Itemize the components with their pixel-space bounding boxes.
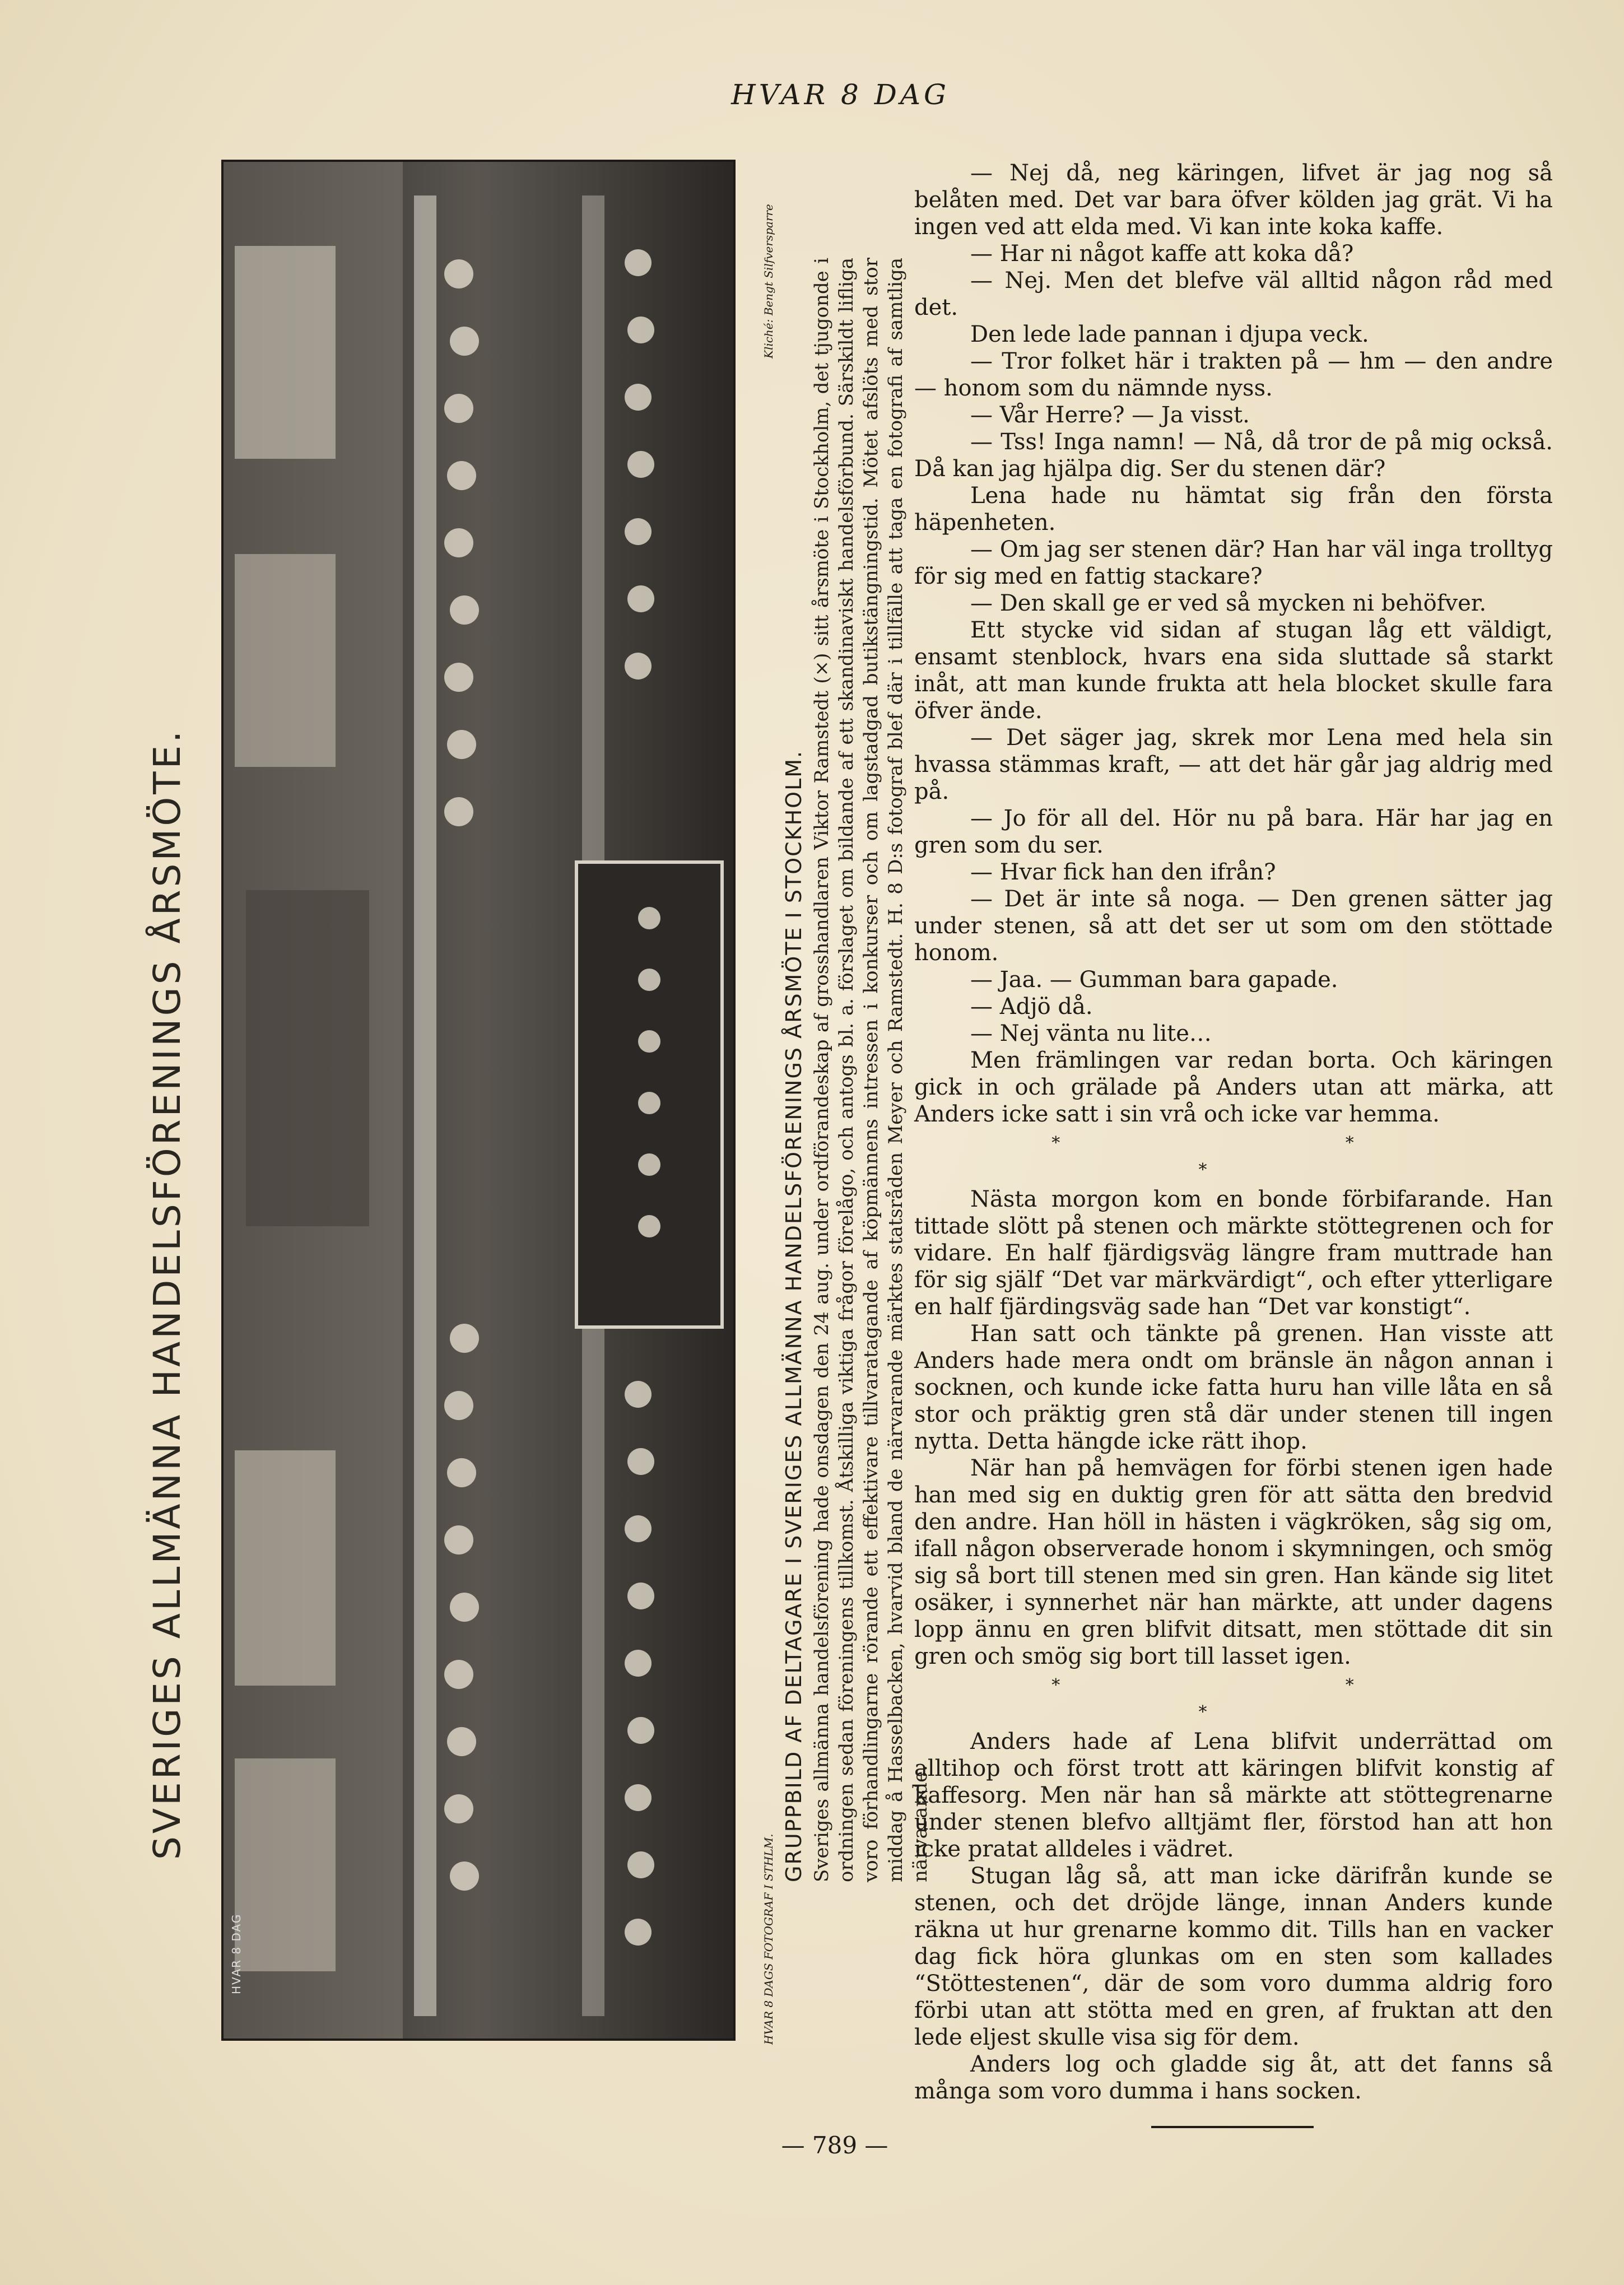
- photo-watermark: HVAR 8 DAG: [230, 1913, 243, 1994]
- story-paragraph: — Nej. Men det blefve väl alltid någon råd med det.: [914, 268, 1553, 320]
- story-paragraph: Han satt och tänkte på grenen. Han visste att Anders hade mera ondt om bränsle än någon annan i socknen, och kunde icke fatta huru han ville låta en så stor och präktig gren stå där under stenen till ingen nytta. Detta hängde icke rätt ihop.: [914, 1321, 1553, 1454]
- photo-source: HVAR 8 DAGS FOTOGRAF I STHLM.: [762, 1833, 775, 2045]
- story-paragraph: — Nej då, neg käringen, lifvet är jag nog så belåten med. Det var bara öfver kölden jag grät. Vi ha ingen ved att elda med. Vi kan inte koka kaffe.: [914, 160, 1553, 240]
- story-column: [914, 160, 1553, 2105]
- running-header: HVAR 8 DAG: [731, 78, 950, 111]
- story-paragraph: Nästa morgon kom en bonde förbifarande. Han tittade slött på stenen och märkte stöttegrenen och for vidare. En half fjärdigsväg längre fram muttrade han för sig själf “Det var märkvärdigt“, och efter ytterligare en half fjärdingsväg sade han “Det var konstigt“.: [914, 1186, 1553, 1320]
- story-paragraph: — Nej vänta nu lite…: [970, 1021, 1212, 1046]
- photo-credit: Kliché: Bengt Silfversparre: [762, 204, 775, 359]
- story-paragraph: Den lede lade pannan i djupa veck.: [970, 322, 1369, 347]
- story-paragraph: Men främlingen var redan borta. Och käringen gick in och grälade på Anders utan att märka, att Anders icke satt i sin vrå och icke var hemma.: [914, 1048, 1553, 1127]
- story-paragraph: — Jo för all del. Hör nu på bara. Här har jag en gren som du ser.: [914, 806, 1553, 858]
- story-paragraph: Anders log och gladde sig åt, att det fanns så många som voro dumma i hans socken.: [914, 2051, 1553, 2104]
- story-paragraph: Ett stycke vid sidan af stugan låg ett väldigt, ensamt stenblock, hvars ena sida sluttade så starkt inåt, att man kunde frukta att hela blocket skulle fara öfver ände.: [914, 617, 1553, 724]
- story-paragraph: När han på hemvägen for förbi stenen igen hade han med sig en duktig gren för att sätta den bredvid den andre. Han höll in hästen i vägkröken, såg sig om, ifall någon observerade honom i skymningen, och smög sig så bort till stenen med sin gren. Han kände sig litet osäker, i synnerhet när han märkte, att under dagens lopp ännu en gren blifvit ditsatt, men stöttade dit sin gren och smög sig bort till lasset igen.: [914, 1455, 1553, 1669]
- story-paragraph: — Vår Herre? — Ja visst.: [970, 402, 1250, 428]
- story-paragraph: — Jaa. — Gumman bara gapade.: [970, 967, 1338, 993]
- story-paragraph: — Om jag ser stenen där? Han har väl inga trolltyg för sig med en fattig stackare?: [914, 537, 1553, 589]
- caption-title: GRUPPBILD AF DELTAGARE I SVERIGES ALLMÄNNA HANDELSFÖRENINGS ÅRSMÖTE I STOCKHOLM.: [781, 750, 806, 1882]
- story-paragraph: — Har ni något kaffe att koka då?: [970, 241, 1354, 267]
- story-paragraph: — Det säger jag, skrek mor Lena med hela sin hvassa stämmas kraft, — att det här går jag aldrig med på.: [914, 725, 1553, 804]
- story-paragraph: — Den skall ge er ved så mycken ni behöfver.: [970, 590, 1487, 616]
- photo-caption: [781, 258, 933, 1882]
- caption-body: Sveriges allmänna handelsförening hade onsdagen den 24 aug. under ordförandeskap af grosshandlaren Viktor Ramstedt (×) sitt årsmöte i Stockholm, det tjugonde i ordningen sedan föreningens tillkomst. Åtskilliga viktiga frågor förelågo, och antogs bl. a. förslaget om bildande af ett skandinaviskt handelsförbund. Särskildt lifliga voro förhandlingarne rörande ett effektivare tillvaratagande af köpmännens intressen i konkurser och om lagstadgad butikstängningstid. Mötet afslöts med stor middag å Hasselbacken, hvarvid bland de närvarande märktes statsråden Meyer och Ramstedt. H. 8 D:s fotograf blef där i tillfälle att taga en fotografi af samtliga närvarande.: [811, 258, 932, 1882]
- page-number: — 789 —: [781, 2132, 888, 2159]
- story-paragraph: — Tss! Inga namn! — Nå, då tror de på mig också. Då kan jag hjälpa dig. Ser du stenen där?: [914, 429, 1553, 482]
- story-paragraph: — Adjö då.: [970, 994, 1093, 1020]
- story-paragraph: — Det är inte så noga. — Den grenen sätter jag under stenen, så att det ser ut som om den stöttade honom.: [914, 886, 1553, 966]
- photo-illustration: [224, 162, 733, 2039]
- story-paragraph: Anders hade af Lena blifvit underrättad om alltihop och först trott att käringen blifvit konstig af kaffesorg. Men när han så märkte att stöttegrenarne under stenen blefvo alltjämt fler, förstod han att hon icke pratat alldeles i vädret.: [914, 1729, 1553, 1862]
- section-separator: * * *: [1051, 1676, 1494, 1722]
- section-separator: * * *: [1051, 1133, 1494, 1180]
- article-title: SVERIGES ALLMÄNNA HANDELSFÖRENINGS ÅRSMÖTE.: [146, 728, 189, 1860]
- group-photograph: [221, 160, 736, 2041]
- story-paragraph: Lena hade nu hämtat sig från den första häpenheten.: [914, 483, 1553, 536]
- story-paragraph: Stugan låg så, att man icke därifrån kunde se stenen, och det dröjde länge, innan Anders kunde räkna ut hur grenarne kommo dit. Tills han en vacker dag fick höra glunkas om en sten som kallades “Stöttestenen“, där de som voro dumma aldrig foro förbi utan att stötta med en gren, af fruktan att den lede eljest skulle visa sig för dem.: [914, 1863, 1553, 2050]
- end-rule: [1151, 2126, 1314, 2128]
- story-paragraph: — Tror folket här i trakten på — hm — den andre — honom som du nämnde nyss.: [914, 348, 1553, 401]
- story-paragraph: — Hvar fick han den ifrån?: [970, 859, 1276, 885]
